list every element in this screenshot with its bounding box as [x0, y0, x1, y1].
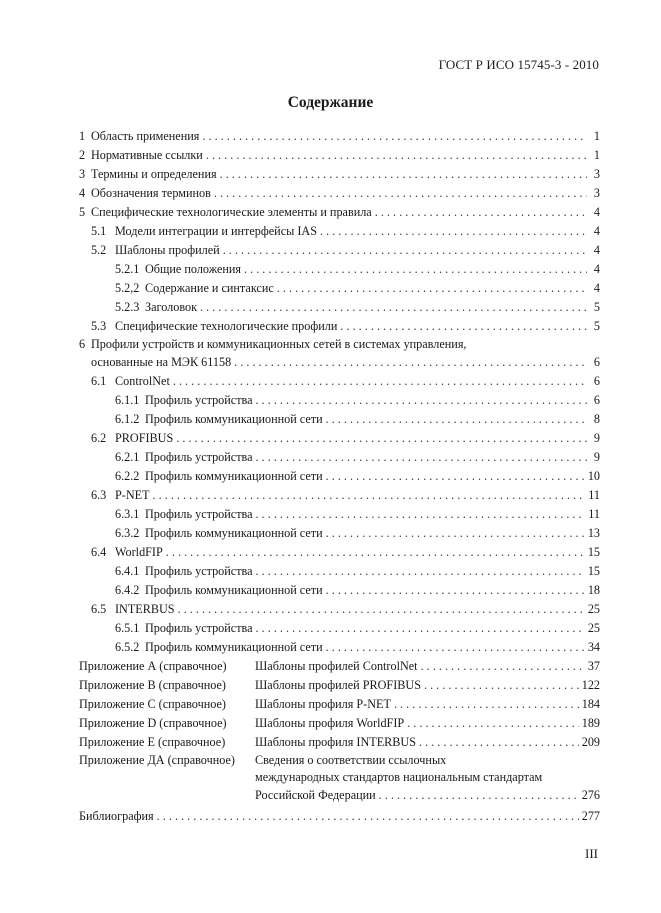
leader-dots: [256, 448, 587, 467]
appendix-label: Приложение D (справочное): [79, 716, 227, 730]
appendix-title: Шаблоны профилей PROFIBUS: [255, 678, 421, 692]
toc-entry-title: PROFIBUS: [115, 431, 174, 445]
page-number: III: [585, 846, 598, 861]
toc-entry-title: Шаблоны профилей: [115, 243, 220, 257]
leader-dots: [157, 807, 579, 826]
toc-entry-6-5[interactable]: [79, 600, 600, 619]
toc-entry-title: Содержание и синтаксис: [145, 281, 274, 295]
leader-dots: [394, 695, 579, 714]
toc-entry-number: 5: [79, 205, 86, 219]
leader-dots: [379, 786, 579, 805]
toc-entry-title: P-NET: [115, 488, 150, 502]
toc-entry-title-cont: основанные на МЭК 61158: [91, 355, 232, 369]
toc-entry-page: 4: [593, 262, 600, 276]
toc-appendix-da[interactable]: [79, 752, 600, 805]
toc-entry-page: 3: [593, 186, 600, 200]
leader-dots: [153, 486, 586, 505]
leader-dots: [176, 429, 587, 448]
toc-entry-number: 6.3.2: [115, 526, 140, 540]
toc-entry-page: 1: [593, 129, 600, 143]
toc-entry-5[interactable]: [79, 203, 600, 222]
appendix-title: Сведения о соответствии ссылочных: [255, 753, 447, 767]
toc-entry-title: Нормативные ссылки: [91, 148, 203, 162]
toc-entry-page: 10: [587, 469, 600, 483]
toc-entry-6-1-2[interactable]: [79, 410, 600, 429]
toc-entry-page: 1: [593, 148, 600, 162]
toc-entry-4[interactable]: [79, 184, 600, 203]
toc-entry-number: 5.2.1: [115, 262, 140, 276]
toc-entry-title: Профиль коммуникационной сети: [145, 469, 323, 483]
leader-dots: [206, 146, 587, 165]
leader-dots: [256, 562, 585, 581]
leader-dots: [320, 222, 587, 241]
toc-entry-number: 6.3: [91, 488, 107, 502]
appendix-title: Шаблоны профиля P-NET: [255, 697, 391, 711]
appendix-title-last-line: [79, 786, 600, 805]
toc-entry-title: Профиль коммуникационной сети: [145, 526, 323, 540]
toc-entry-page: 6: [593, 355, 600, 369]
toc-entry-title: Специфические технологические элементы и правила: [91, 205, 372, 219]
toc-entry-5-2-2[interactable]: [79, 279, 600, 298]
leader-dots: [256, 505, 586, 524]
toc-entry-2[interactable]: [79, 146, 600, 165]
appendix-title-cont: Российской Федерации: [255, 788, 376, 802]
toc-entry-number: 5.2: [91, 243, 107, 257]
toc-entry-page: 4: [593, 224, 600, 238]
toc-entry-page: 4: [593, 205, 600, 219]
toc-entry-title: INTERBUS: [115, 602, 175, 616]
leader-dots: [326, 410, 587, 429]
toc-appendix-b[interactable]: [79, 676, 600, 695]
toc-entry-number: 5.2.3: [115, 300, 140, 314]
appendix-title-cont: международных стандартов национальным стандартам: [255, 770, 543, 784]
leader-dots: [340, 317, 587, 336]
toc-entry-title: Модели интеграции и интерфейсы IAS: [115, 224, 317, 238]
leader-dots: [202, 127, 587, 146]
toc-entry-page: 15: [587, 545, 600, 559]
leader-dots: [223, 241, 587, 260]
toc-entry-6-5-2[interactable]: [79, 638, 600, 657]
toc-entry-page: 18: [587, 583, 600, 597]
toc-entry-number: 5.3: [91, 319, 107, 333]
appendix-label: Приложение В (справочное): [79, 678, 226, 692]
toc-entry-title: WorldFIP: [115, 545, 163, 559]
toc-entry-title: Профиль устройства: [145, 621, 253, 635]
toc-entry-page: 11: [588, 507, 600, 521]
toc-entry-page: 34: [587, 640, 600, 654]
toc-entry-number: 3: [79, 167, 86, 181]
leader-dots: [419, 733, 579, 752]
toc-entry-title: Специфические технологические профили: [115, 319, 338, 333]
toc-entry-number: 6.1.2: [115, 412, 140, 426]
leader-dots: [375, 203, 587, 222]
toc-entry-number: 6.4.2: [115, 583, 140, 597]
toc-entry-page: 5: [593, 300, 600, 314]
toc-entry-title: Термины и определения: [91, 167, 217, 181]
appendix-page: 122: [581, 678, 600, 692]
toc-entry-page: 9: [593, 450, 600, 464]
appendix-page: 209: [581, 735, 600, 749]
toc-entry-number: 6.2.1: [115, 450, 140, 464]
leader-dots: [256, 619, 585, 638]
toc-entry-page: 15: [587, 564, 600, 578]
toc-entry-6-3[interactable]: [79, 486, 600, 505]
toc-entry-number: 6.1.1: [115, 393, 140, 407]
appendix-label: Приложение Е (справочное): [79, 735, 226, 749]
toc-appendix-d[interactable]: [79, 714, 600, 733]
toc-entry-page: 25: [587, 621, 600, 635]
toc-entry-title: Профили устройств и коммуникационных сетей в системах управления,: [91, 337, 467, 351]
toc-entry-title: Область применения: [91, 129, 200, 143]
leader-dots: [256, 391, 587, 410]
toc-entry-title: Профиль устройства: [145, 507, 253, 521]
toc-entry-number: 2: [79, 148, 86, 162]
toc-entry-6-4[interactable]: [79, 543, 600, 562]
appendix-title: Шаблоны профиля INTERBUS: [255, 735, 416, 749]
toc-entry-title: ControlNet: [115, 374, 170, 388]
document-header: ГОСТ Р ИСО 15745-3 - 2010: [438, 57, 599, 72]
leader-dots: [220, 165, 587, 184]
toc-entry-number: 5.2,2: [115, 281, 140, 295]
leader-dots: [173, 372, 587, 391]
bibliography-page: 277: [581, 809, 600, 823]
toc-entry-number: 5.1: [91, 224, 107, 238]
appendix-label: Приложение ДА (справочное): [79, 753, 235, 767]
appendix-title: Шаблоны профилей ControlNet: [255, 659, 418, 673]
toc-entry-number: 6.4.1: [115, 564, 140, 578]
toc-entry-page: 11: [588, 488, 600, 502]
leader-dots: [326, 638, 585, 657]
toc-entry-title: Профиль устройства: [145, 393, 253, 407]
toc-entry-page: 6: [593, 393, 600, 407]
leader-dots: [234, 353, 587, 372]
appendix-title: Шаблоны профиля WorldFIP: [255, 716, 405, 730]
leader-dots: [326, 524, 585, 543]
toc-entry-title: Профиль устройства: [145, 564, 253, 578]
toc-entry-5-2[interactable]: [79, 241, 600, 260]
appendix-page: 184: [581, 697, 600, 711]
toc-bibliography[interactable]: [79, 807, 600, 826]
toc-appendix-e[interactable]: [79, 733, 600, 752]
appendix-page: 37: [587, 659, 600, 673]
toc-entry-number: 6.1: [91, 374, 107, 388]
toc-entry-title: Общие положения: [145, 262, 242, 276]
appendix-page: 276: [581, 788, 600, 802]
toc-entry-3[interactable]: [79, 165, 600, 184]
leader-dots: [214, 184, 587, 203]
toc-entry-page: 4: [593, 243, 600, 257]
leader-dots: [166, 543, 585, 562]
toc-entry-6-4-1[interactable]: [79, 562, 600, 581]
toc-entry-number: 6: [79, 337, 86, 351]
toc-appendix-a[interactable]: [79, 657, 600, 676]
toc-entry-6-1-1[interactable]: [79, 391, 600, 410]
toc-entry-page: 25: [587, 602, 600, 616]
toc-entry-number: 6.5.1: [115, 621, 140, 635]
appendix-label: Приложение А (справочное): [79, 659, 227, 673]
toc-entry-6-4-2[interactable]: [79, 581, 600, 600]
leader-dots: [200, 298, 587, 317]
table-of-contents: [79, 127, 600, 826]
appendix-label: Приложение С (справочное): [79, 697, 226, 711]
toc-entry-6-3-2[interactable]: [79, 524, 600, 543]
toc-entry-number: 6.5: [91, 602, 107, 616]
toc-entry-title: Обозначения терминов: [91, 186, 211, 200]
toc-entry-6-2-1[interactable]: [79, 448, 600, 467]
leader-dots: [326, 581, 585, 600]
leader-dots: [407, 714, 579, 733]
toc-entry-title: Профиль коммуникационной сети: [145, 412, 323, 426]
toc-entry-page: 5: [593, 319, 600, 333]
leader-dots: [244, 260, 587, 279]
toc-entry-page: 6: [593, 374, 600, 388]
toc-entry-number: 6.2: [91, 431, 107, 445]
page-title: Содержание: [287, 94, 374, 111]
toc-entry-6-line1[interactable]: [79, 336, 600, 353]
toc-entry-6-line2[interactable]: [79, 353, 600, 372]
leader-dots: [326, 467, 585, 486]
toc-entry-1[interactable]: [79, 127, 600, 146]
toc-entry-6-3-1[interactable]: [79, 505, 600, 524]
toc-entry-page: 8: [593, 412, 600, 426]
toc-entry-title: Профиль коммуникационной сети: [145, 583, 323, 597]
toc-entry-5-1[interactable]: [79, 222, 600, 241]
toc-entry-number: 4: [79, 186, 86, 200]
toc-appendix-c[interactable]: [79, 695, 600, 714]
toc-entry-page: 9: [593, 431, 600, 445]
toc-entry-number: 6.5.2: [115, 640, 140, 654]
leader-dots: [424, 676, 579, 695]
leader-dots: [421, 657, 585, 676]
toc-entry-6-5-1[interactable]: [79, 619, 600, 638]
toc-entry-page: 4: [593, 281, 600, 295]
leader-dots: [178, 600, 585, 619]
toc-entry-6-2[interactable]: [79, 429, 600, 448]
bibliography-title: Библиография: [79, 809, 154, 823]
toc-entry-page: 13: [587, 526, 600, 540]
toc-entry-5-2-3[interactable]: [79, 298, 600, 317]
toc-entry-number: 6.2.2: [115, 469, 140, 483]
toc-entry-number: 1: [79, 129, 86, 143]
toc-entry-6-2-2[interactable]: [79, 467, 600, 486]
leader-dots: [277, 279, 587, 298]
toc-entry-number: 6.4: [91, 545, 107, 559]
toc-entry-title: Профиль коммуникационной сети: [145, 640, 323, 654]
toc-entry-title: Заголовок: [145, 300, 198, 314]
appendix-page: 189: [581, 716, 600, 730]
toc-entry-number: 6.3.1: [115, 507, 140, 521]
toc-entry-5-3[interactable]: [79, 317, 600, 336]
toc-entry-page: 3: [593, 167, 600, 181]
toc-entry-5-2-1[interactable]: [79, 260, 600, 279]
toc-entry-title: Профиль устройства: [145, 450, 253, 464]
toc-entry-6-1[interactable]: [79, 372, 600, 391]
